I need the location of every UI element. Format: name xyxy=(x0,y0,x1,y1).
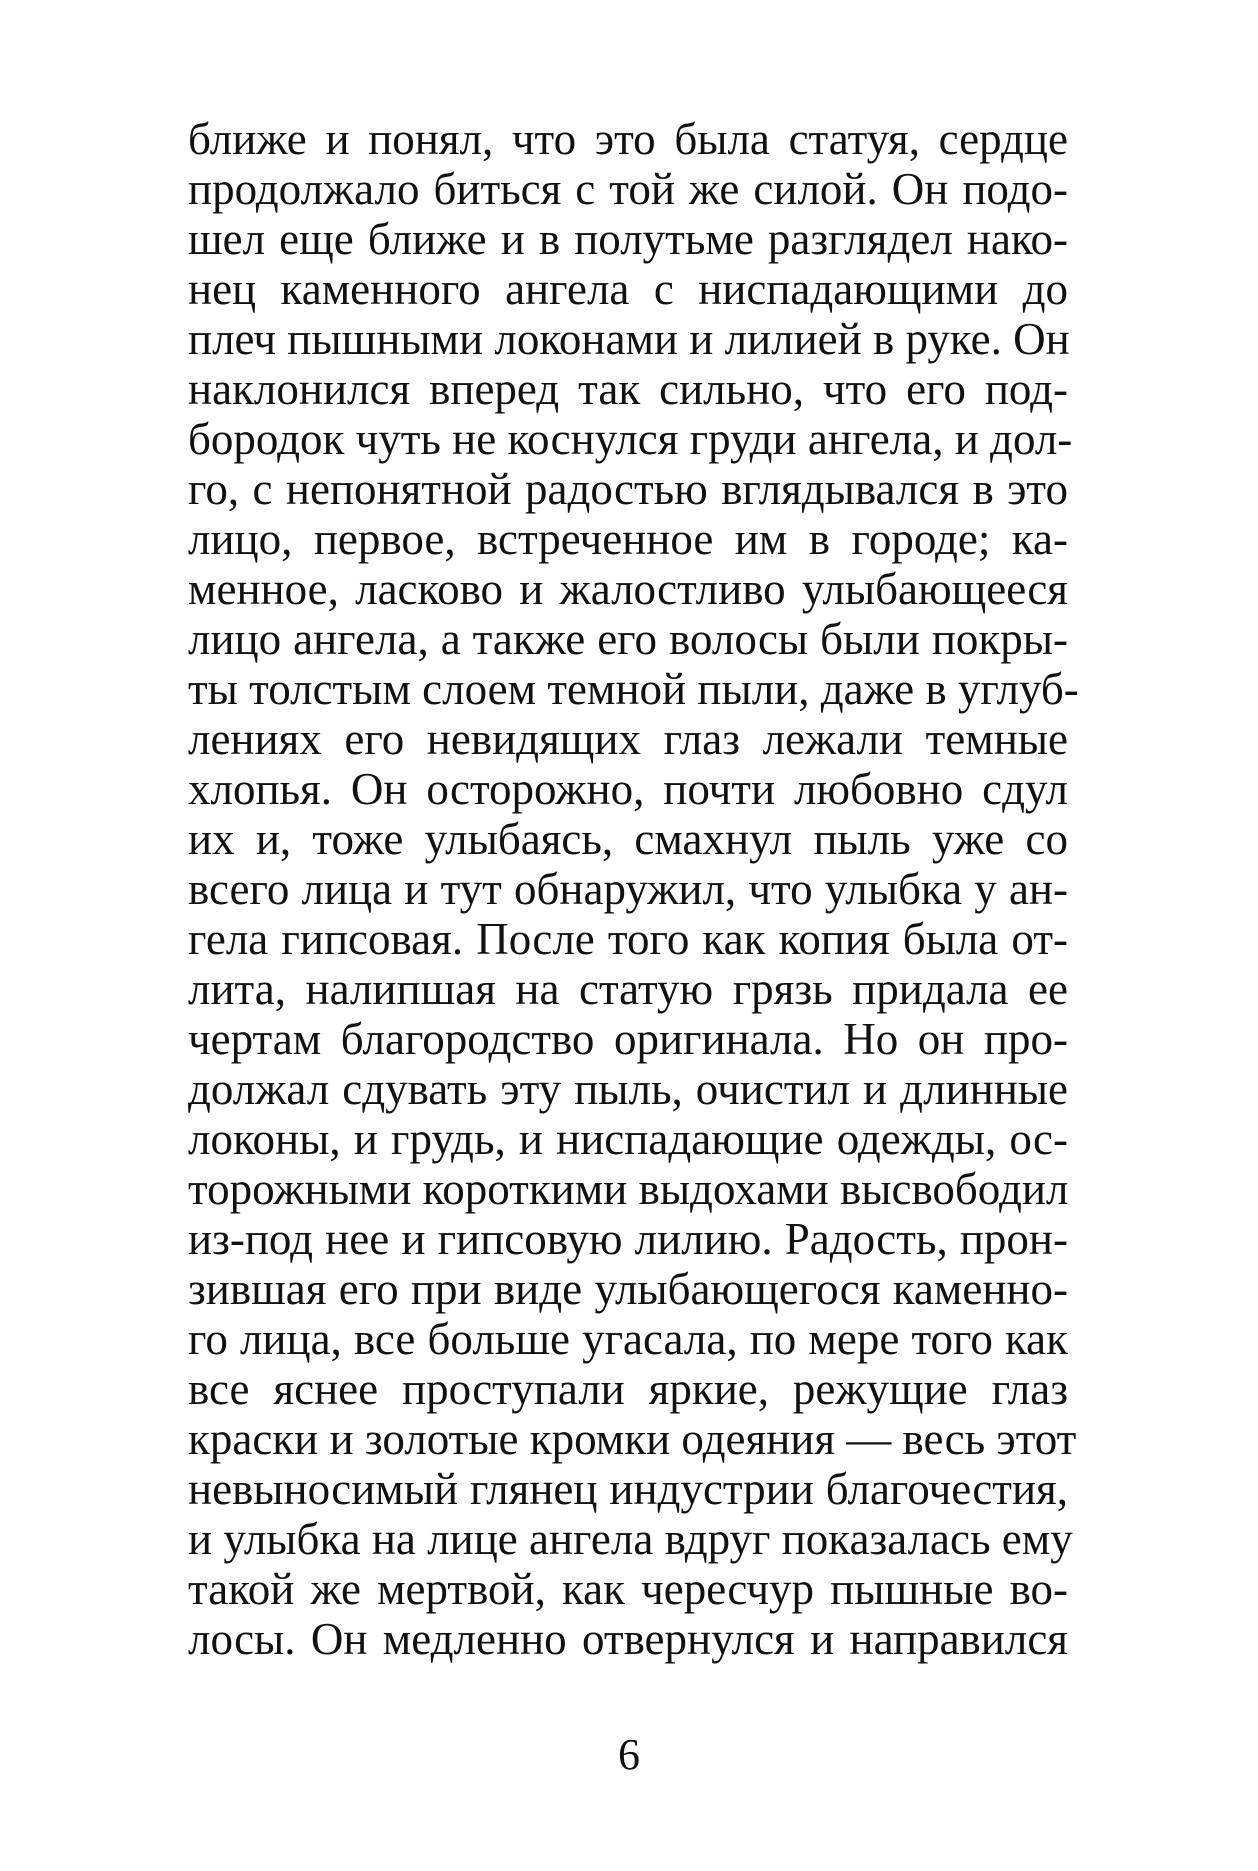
text-line: ближе и понял, что это была статуя, сердце xyxy=(188,114,1068,164)
text-line: торожными короткими выдохами высвободил xyxy=(188,1164,1069,1214)
text-line: хлопья. Он осторожно, почти любовно сдул xyxy=(188,764,1068,814)
text-line: зившая его при виде улыбающегося каменно- xyxy=(188,1264,1068,1314)
text-line: невыносимый глянец индустрии благочестия, xyxy=(188,1464,1068,1514)
text-line: чертам благородство оригинала. Но он про- xyxy=(188,1014,1068,1064)
text-line: го, с непонятной радостью вглядывался в это xyxy=(188,464,1068,514)
body-text xyxy=(188,114,1079,1664)
text-line: краски и золотые кромки одеяния — весь этот xyxy=(188,1414,1077,1464)
text-line: го лица, все больше угасала, по мере того как xyxy=(188,1314,1068,1364)
text-line: шел еще ближе и в полутьме разглядел нако- xyxy=(188,214,1068,264)
text-line: лосы. Он медленно отвернулся и направился xyxy=(188,1614,1068,1664)
text-line: и улыбка на лице ангела вдруг показалась ему xyxy=(188,1514,1073,1564)
text-line: все яснее проступали яркие, режущие глаз xyxy=(188,1364,1068,1414)
text-line: плеч пышными локонами и лилией в руке. Он xyxy=(188,314,1070,364)
page-number: 6 xyxy=(618,1730,640,1779)
text-line: лениях его невидящих глаз лежали темные xyxy=(188,714,1068,764)
text-line: лицо ангела, а также его волосы были покры- xyxy=(188,614,1068,664)
text-line: из-под нее и гипсовую лилию. Радость, прон- xyxy=(188,1214,1068,1264)
text-line: такой же мертвой, как чересчур пышные во- xyxy=(188,1564,1068,1614)
text-line: менное, ласково и жалостливо улыбающееся xyxy=(188,564,1068,614)
text-line: нец каменного ангела с ниспадающими до xyxy=(188,264,1068,314)
text-line: должал сдувать эту пыль, очистил и длинные xyxy=(188,1064,1068,1114)
text-line: наклонился вперед так сильно, что его под- xyxy=(188,364,1068,414)
text-line: лита, налипшая на статую грязь придала ее xyxy=(188,964,1068,1014)
text-line: их и, тоже улыбаясь, смахнул пыль уже со xyxy=(188,814,1068,864)
text-line: бородок чуть не коснулся груди ангела, и дол- xyxy=(188,414,1073,464)
text-line: ты толстым слоем темной пыли, даже в углуб- xyxy=(188,664,1079,714)
text-line: всего лица и тут обнаружил, что улыбка у ан- xyxy=(188,864,1068,914)
text-line: локоны, и грудь, и ниспадающие одежды, ос- xyxy=(188,1114,1068,1164)
text-line: гела гипсовая. После того как копия была от- xyxy=(188,914,1068,964)
text-line: лицо, первое, встреченное им в городе; ка- xyxy=(188,514,1068,564)
text-line: продолжало биться с той же силой. Он подо- xyxy=(188,164,1068,214)
